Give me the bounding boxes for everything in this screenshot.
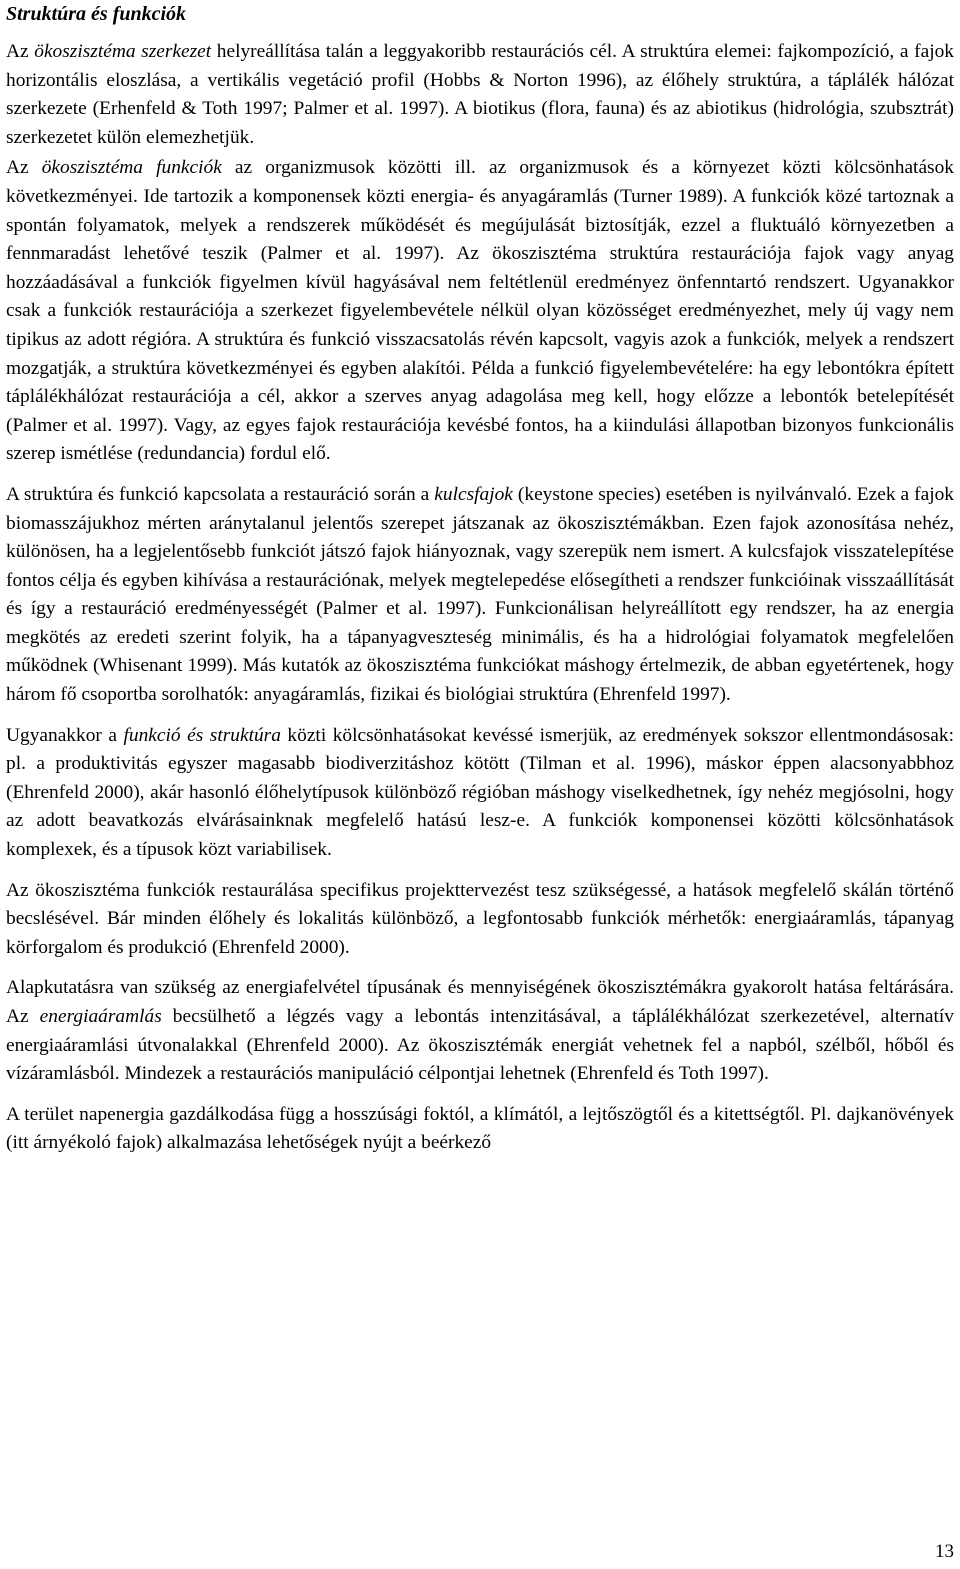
section-heading: Struktúra és funkciók xyxy=(6,3,187,25)
term-keystone-species: kulcsfajok xyxy=(434,483,513,505)
term-ecosystem-structure: ökoszisztéma szerkezet xyxy=(34,41,212,62)
paragraph-solar-energy: A terület napenergia gazdálkodása függ a hosszúsági foktól, a klímától, a lejtőszögtől és a kitettségtől. Pl. dajkanövények (itt árnyékoló fajok) alkalmazása lehetőségek nyújt a beérkező xyxy=(6,1103,954,1154)
term-function-and-structure: funkció és struktúra xyxy=(123,724,281,746)
paragraph-text: helyreállítása talán a leggyakoribb restaurációs cél. A struktúra elemei: fajkompozíció, a fajok horizontális eloszlása, a vertikális vegetáció profil (Hobbs & Norton 1996), az élőhely struktúra, a táplálék hálózat szerkezete (Erhenfeld & Toth 1997; Palmer et al. 1997). A biotikus (flora, fauna) és az abiotikus (hidrológia, szubsztrát) szerkezetet külön elemezhetjük. xyxy=(6,41,954,148)
paragraph-text: Alapkutatásra van szükség az energiafelvétel típusának és mennyiségének ökoszisztémákra gyakorolt hatása feltárására. Az xyxy=(6,977,954,1027)
document-page xyxy=(6,0,954,1158)
page-number: 13 xyxy=(935,1541,954,1562)
paragraph-energy-flow xyxy=(6,974,954,1088)
paragraph-text: Az xyxy=(6,157,42,179)
paragraph-text: közti kölcsönhatásokat kevéssé ismerjük, az eredmények sokszor ellentmondásosak: pl. a produktivitás egyszer magasabb biodiverzitáshoz kötött (Tilman et al. 1996), máskor éppen alacsonyabbhoz (Ehrenfeld 2000), akár hasonló élőhelytípusok különböző régióban máshogy viselkedhetnek, így nehéz megjósolni, hogy az adott beavatkozás elvárásainknak megfelelő hatású lesz-e. A funkciók komponensei közötti kölcsönhatások komplexek, és a típusok közt variabilisek. xyxy=(6,724,954,861)
paragraph-text: Ugyanakkor a xyxy=(6,724,124,746)
paragraph-restoring-functions: Az ökoszisztéma funkciók restaurálása specifikus projekttervezést tesz szükségessé, a hatások megfelelő skálán történő becslésével. Bár minden élőhely és lokalitás különböző, a legfontosabb funkciók mérhetők: energiaáramlás, tápanyag körforgalom és produkció (Ehrenfeld 2000). xyxy=(6,879,954,958)
paragraph-text: (keystone species) esetében is nyilvánvaló. Ezek a fajok biomasszájukhoz mérten aránytalanul jelentős szerepet játszanak az ökoszisztémákban. Ezen fajok azonosítása nehéz, különösen, ha a legjelentősebb funkciót játszó fajok hiányoznak, vagy szerepük nem ismert. A kulcsfajok visszatelepítése fontos célja és egyben kihívása a restaurációnak, melyek megtelepedése elősegítheti a rendszer funkcióinak visszaállítását és így a restauráció eredményességét (Palmer et al. 1997). Funkcionálisan helyreállított egy rendszer, ha az energia megkötés az eredeti szerint folyik, ha a tápanyagveszteség minimális, és ha a hidrológiai folyamatok megfelelően működnek (Whisenant 1999). Más kutatók az ökoszisztéma funkciókat máshogy értelmezik, de abban egyetértenek, hogy három fő csoportba sorolhatók: anyagáramlás, fizikai és biológiai struktúra (Ehrenfeld 1997). xyxy=(6,483,954,706)
paragraph-text: az organizmusok közötti ill. az organizmusok és a környezet közti kölcsönhatások következményei. Ide tartozik a komponensek közti energia- és anyagáramlás (Turner 1989). A funkciók közé tartoznak a spontán folyamatok, melyek a rendszerek működését és megújulását biztosítják, ezzel a fluktuáló környezetben a fennmaradást lehetővé teszik (Palmer et al. 1997). Az ökoszisztéma struktúra restaurációja fajok vagy anyag hozzáadásával a funkciók figyelmen kívül hagyásával nem feltétlenül eredményez önfenntartó rendszert. Ugyanakkor csak a funkciók restaurációja a szerkezet figyelembevétele nélkül olyan közösséget eredményezhet, mely új vagy nem tipikus az adott régióra. A struktúra és funkció visszacsatolás révén kapcsolt, vagyis azok a funkciók, melyek a rendszert mozgatják, a struktúra következményei és egyben alakítói. Példa a funkció figyelembevételére: ha egy lebontókra épített táplálékhálózat restaurációja a cél, akkor a szerves anyag adagolása meg kell, hogy előzze a lebontók betelepítését (Palmer et al. 1997). Vagy, az egyes fajok restaurációja kevésbé fontos, ha a kiindulási állapotban bizonyos funkcionális szerep ismétlése (redundancia) fordul elő. xyxy=(6,157,954,465)
paragraph-structure xyxy=(6,38,954,152)
term-ecosystem-functions: ökoszisztéma funkciók xyxy=(41,157,222,179)
paragraph-text: Az xyxy=(6,41,35,62)
paragraph-text: becsülhető a légzés vagy a lebontás intenzitásával, a táplálékhálózat szerkezetével, alternatív energiaáramlási útvonalakkal (Ehrenfeld 2000). Az ökoszisztémák energiát vehetnek fel a napból, szélből, hőből és vízáramlásból. Mindezek a restaurációs manipuláció célpontjai lehetnek (Ehrenfeld és Toth 1997). xyxy=(6,1006,954,1085)
term-energy-flow: energiaáramlás xyxy=(39,1006,162,1027)
paragraph-keystone-species xyxy=(6,481,954,710)
paragraph-functions xyxy=(6,154,954,469)
paragraph-function-structure xyxy=(6,722,954,865)
paragraph-text: A struktúra és funkció kapcsolata a restauráció során a xyxy=(6,483,435,505)
